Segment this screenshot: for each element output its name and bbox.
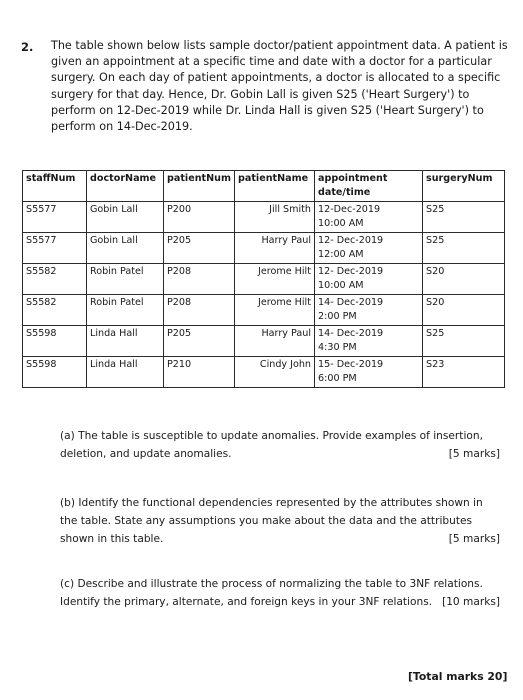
cell-patientname: Jill Smith bbox=[235, 202, 315, 233]
cell-surgerynum: S20 bbox=[423, 295, 505, 326]
cell-appointment bbox=[315, 357, 423, 388]
appointment-time: 10:00 AM bbox=[318, 280, 364, 291]
cell-doctorname: Linda Hall bbox=[87, 326, 164, 357]
table-row bbox=[23, 326, 505, 357]
cell-patientnum: P210 bbox=[164, 357, 235, 388]
cell-doctorname: Linda Hall bbox=[87, 357, 164, 388]
cell-patientnum: P205 bbox=[164, 326, 235, 357]
cell-doctorname: Robin Patel bbox=[87, 264, 164, 295]
part-c-marks: [10 marks] bbox=[436, 593, 500, 611]
table-row bbox=[23, 357, 505, 388]
cell-doctorname: Gobin Lall bbox=[87, 202, 164, 233]
header-surgerynum: surgeryNum bbox=[423, 171, 505, 202]
cell-patientname: Cindy John bbox=[235, 357, 315, 388]
appointment-time: 10:00 AM bbox=[318, 218, 364, 229]
table-row bbox=[23, 295, 505, 326]
cell-appointment bbox=[315, 202, 423, 233]
table-header-row bbox=[23, 171, 505, 202]
cell-patientnum: P208 bbox=[164, 264, 235, 295]
cell-surgerynum: S25 bbox=[423, 202, 505, 233]
cell-doctorname: Robin Patel bbox=[87, 295, 164, 326]
appointment-time: 6:00 PM bbox=[318, 373, 357, 384]
header-patientname: patientName bbox=[235, 171, 315, 202]
part-a bbox=[60, 427, 500, 463]
appointment-time: 12:00 AM bbox=[318, 249, 364, 260]
cell-appointment bbox=[315, 295, 423, 326]
part-a-marks: [5 marks] bbox=[443, 445, 500, 463]
question-number: 2. bbox=[21, 40, 34, 54]
appointment-date: 14- Dec-2019 bbox=[318, 328, 384, 339]
cell-surgerynum: S25 bbox=[423, 233, 505, 264]
cell-surgerynum: S25 bbox=[423, 326, 505, 357]
cell-staffnum: S5582 bbox=[23, 264, 87, 295]
table-row bbox=[23, 233, 505, 264]
appointment-date: 14- Dec-2019 bbox=[318, 297, 384, 308]
cell-patientname: Jerome Hilt bbox=[235, 295, 315, 326]
total-marks: [Total marks 20] bbox=[408, 670, 508, 683]
cell-patientnum: P200 bbox=[164, 202, 235, 233]
cell-staffnum: S5577 bbox=[23, 202, 87, 233]
cell-patientname: Harry Paul bbox=[235, 326, 315, 357]
appointment-table bbox=[22, 170, 505, 388]
part-b-marks: [5 marks] bbox=[443, 530, 500, 548]
appointment-date: 12-Dec-2019 bbox=[318, 204, 381, 215]
cell-patientname: Jerome Hilt bbox=[235, 264, 315, 295]
part-b bbox=[60, 494, 500, 548]
cell-staffnum: S5598 bbox=[23, 357, 87, 388]
appointment-date: 12- Dec-2019 bbox=[318, 266, 384, 277]
header-appointment: appointment date/time bbox=[315, 171, 423, 202]
cell-staffnum: S5577 bbox=[23, 233, 87, 264]
cell-patientnum: P208 bbox=[164, 295, 235, 326]
part-c bbox=[60, 575, 500, 611]
header-staffnum: staffNum bbox=[23, 171, 87, 202]
cell-surgerynum: S20 bbox=[423, 264, 505, 295]
appointment-date: 15- Dec-2019 bbox=[318, 359, 384, 370]
table-row bbox=[23, 202, 505, 233]
appointment-date: 12- Dec-2019 bbox=[318, 235, 384, 246]
part-b-text: (b) Identify the functional dependencies represented by the attributes shown in the table. State any assumptions you make about the data and the attributes shown in this table. bbox=[60, 497, 483, 545]
cell-staffnum: S5582 bbox=[23, 295, 87, 326]
table-row bbox=[23, 264, 505, 295]
cell-appointment bbox=[315, 264, 423, 295]
question-intro: The table shown below lists sample doctor/patient appointment data. A patient is given an appointment at a specific time and date with a doctor for a particular surgery. On each day of patient appointments, a doctor is allocated to a specific surgery for that day. Hence, Dr. Gobin Lall is given S25 ('Heart Surgery') to perform on 12-Dec-2019 while Dr. Linda Hall is given S25 ('Heart Surgery') to perform on 14-Dec-2019. bbox=[51, 39, 508, 134]
part-a-text: (a) The table is susceptible to update anomalies. Provide examples of insertion, deletion, and update anomalies. bbox=[60, 430, 483, 460]
appointment-time: 4:30 PM bbox=[318, 342, 357, 353]
header-doctorname: doctorName bbox=[87, 171, 164, 202]
cell-surgerynum: S23 bbox=[423, 357, 505, 388]
cell-patientnum: P205 bbox=[164, 233, 235, 264]
cell-doctorname: Gobin Lall bbox=[87, 233, 164, 264]
cell-appointment bbox=[315, 326, 423, 357]
appointment-time: 2:00 PM bbox=[318, 311, 357, 322]
part-c-text: (c) Describe and illustrate the process of normalizing the table to 3NF relations. Identify the primary, alternate, and foreign keys in your 3NF relations. bbox=[60, 578, 483, 608]
cell-staffnum: S5598 bbox=[23, 326, 87, 357]
cell-patientname: Harry Paul bbox=[235, 233, 315, 264]
header-patientnum: patientNum bbox=[164, 171, 235, 202]
cell-appointment bbox=[315, 233, 423, 264]
